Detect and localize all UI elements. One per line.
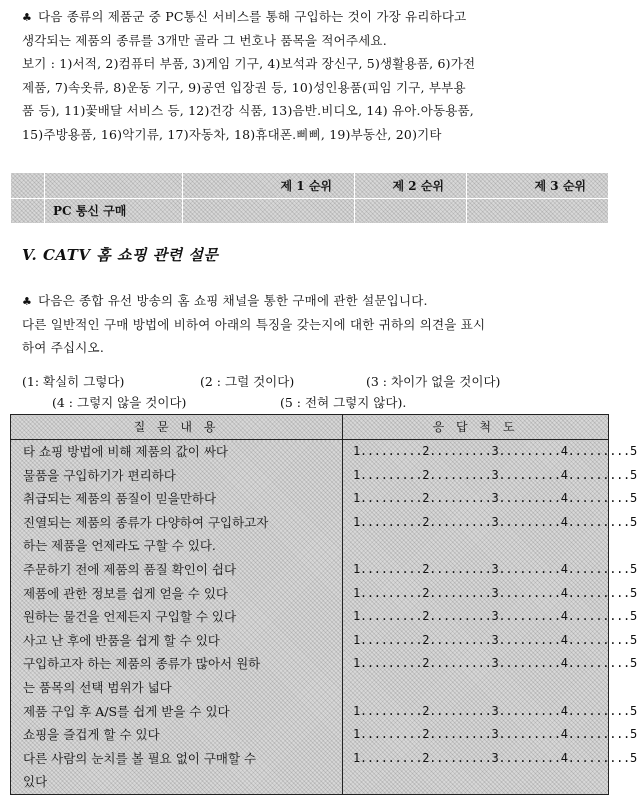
rating-scale[interactable]: 1.........2.........3.........4.........5 bbox=[353, 444, 637, 458]
question-item: 제품에 관한 정보를 쉽게 얻을 수 있다 bbox=[23, 585, 228, 601]
scale-item-1: (1: 확실히 그렇다) bbox=[22, 374, 125, 389]
rating-scale[interactable]: 1.........2.........3.........4.........5 bbox=[353, 609, 637, 624]
rank-blank-cell bbox=[45, 173, 183, 199]
scale-item-2: (2 : 그럴 것이다) bbox=[200, 374, 295, 389]
rank-row-label: PC 통신 구매 bbox=[45, 198, 183, 224]
intro-line: 다음 종류의 제품군 중 PC통신 서비스를 통해 구입하는 것이 가장 유리하다고 bbox=[38, 9, 467, 24]
intro-line: 생각되는 제품의 종류를 3개만 골라 그 번호나 품목을 적어주세요. bbox=[22, 32, 387, 48]
intro-line: 보기 : 1)서적, 2)컴퓨터 부품, 3)게임 기구, 4)보석과 장신구, 5)생활용품, 6)가전 bbox=[22, 56, 476, 72]
rating-scale[interactable]: 1.........2.........3.........4.........5 bbox=[353, 750, 637, 765]
question-item: 물품을 구입하기가 편리하다 bbox=[23, 467, 176, 483]
rating-scale[interactable]: 1.........2.........3.........4.........5 bbox=[353, 727, 637, 742]
rating-scale[interactable]: 1.........2.........3.........4.........5 bbox=[353, 585, 637, 600]
rating-spacer bbox=[353, 770, 608, 794]
rating-scale[interactable]: 1.........2.........3.........4.........5 bbox=[353, 656, 637, 671]
intro-line: 품 등), 11)꽃배달 서비스 등, 12)건강 식품, 13)음반.비디오, 14) 유아.아동용품, bbox=[22, 103, 474, 119]
club-bullet-icon: ♣ bbox=[22, 295, 33, 308]
question-item-continued: 하는 제품을 언제라도 구할 수 있다. bbox=[23, 538, 216, 554]
rating-scale[interactable]: 1.........2.........3.........4.........5 bbox=[353, 491, 637, 506]
rating-scale[interactable]: 1.........2.........3.........4.........5 bbox=[353, 467, 637, 482]
rank-header-3: 제 3 순위 bbox=[467, 173, 609, 199]
question-item: 구입하고자 하는 제품의 종류가 많아서 원하 bbox=[23, 656, 261, 672]
section-title: V. CATV 홈 쇼핑 관련 설문 bbox=[22, 246, 219, 264]
answer-header: 응 답 척 도 bbox=[343, 415, 609, 440]
survey-table bbox=[10, 414, 637, 795]
intro-line: 제품, 7)속옷류, 8)운동 기구, 9)공연 입장권 등, 10)성인용품(피임 기구, 부부용 bbox=[22, 79, 466, 95]
rating-spacer bbox=[353, 676, 608, 700]
survey-intro-line: 하여 주십시오. bbox=[22, 340, 104, 356]
survey-intro-line: 다음은 종합 유선 방송의 홈 쇼핑 채널을 통한 구매에 관한 설문입니다. bbox=[38, 293, 428, 308]
rating-scale[interactable]: 1.........2.........3.........4.........5 bbox=[353, 632, 637, 647]
questions-column bbox=[11, 440, 343, 795]
rating-spacer bbox=[353, 534, 608, 558]
question-item-continued: 는 품목의 선택 범위가 넓다 bbox=[23, 679, 172, 695]
question-item: 취급되는 제품의 품질이 믿을만하다 bbox=[23, 491, 217, 507]
intro-line: 15)주방용품, 16)악기류, 17)자동차, 18)휴대폰.삐삐, 19)부동산, 20)기타 bbox=[22, 126, 442, 142]
scale-item-5: (5 : 전혀 그렇지 않다). bbox=[280, 395, 407, 410]
question-item: 다른 사람의 눈치를 볼 필요 없이 구매할 수 bbox=[23, 750, 257, 766]
survey-intro-paragraph bbox=[22, 290, 602, 361]
rank-3-answer-cell[interactable] bbox=[467, 198, 609, 224]
question-header: 질 문 내 용 bbox=[11, 415, 343, 440]
rank-2-answer-cell[interactable] bbox=[355, 198, 467, 224]
rank-corner-cell bbox=[11, 173, 45, 199]
rating-scale[interactable]: 1.........2.........3.........4.........5 bbox=[353, 703, 637, 718]
question-item: 주문하기 전에 제품의 품질 확인이 쉽다 bbox=[23, 561, 237, 577]
survey-intro-line: 다른 일반적인 구매 방법에 비하여 아래의 특징을 갖는지에 대한 귀하의 의견을 표시 bbox=[22, 316, 486, 332]
question-item: 진열되는 제품의 종류가 다양하여 구입하고자 bbox=[23, 514, 269, 530]
rating-scale[interactable]: 1.........2.........3.........4.........5 bbox=[353, 561, 637, 576]
club-bullet-icon: ♣ bbox=[22, 11, 33, 24]
answers-column bbox=[343, 440, 637, 795]
rank-corner-cell bbox=[11, 198, 45, 224]
rating-scale[interactable]: 1.........2.........3.........4.........5 bbox=[353, 514, 637, 529]
scale-item-4: (4 : 그렇지 않을 것이다) bbox=[52, 395, 187, 410]
product-question-paragraph bbox=[22, 6, 602, 148]
question-item: 제품 구입 후 A/S를 쉽게 받을 수 있다 bbox=[23, 703, 230, 719]
rank-header-1: 제 1 순위 bbox=[183, 173, 355, 199]
rank-table bbox=[10, 172, 609, 224]
question-item: 원하는 물건을 언제든지 구입할 수 있다 bbox=[23, 609, 237, 625]
rank-header-2: 제 2 순위 bbox=[355, 173, 467, 199]
question-item: 타 쇼핑 방법에 비해 제품의 값이 싸다 bbox=[23, 444, 228, 459]
rank-1-answer-cell[interactable] bbox=[183, 198, 355, 224]
question-item: 쇼핑을 즐겁게 할 수 있다 bbox=[23, 727, 160, 743]
question-item-continued: 있다 bbox=[23, 774, 48, 790]
question-item: 사고 난 후에 반품을 쉽게 할 수 있다 bbox=[23, 632, 220, 648]
scale-item-3: (3 : 차이가 없을 것이다) bbox=[366, 374, 501, 389]
